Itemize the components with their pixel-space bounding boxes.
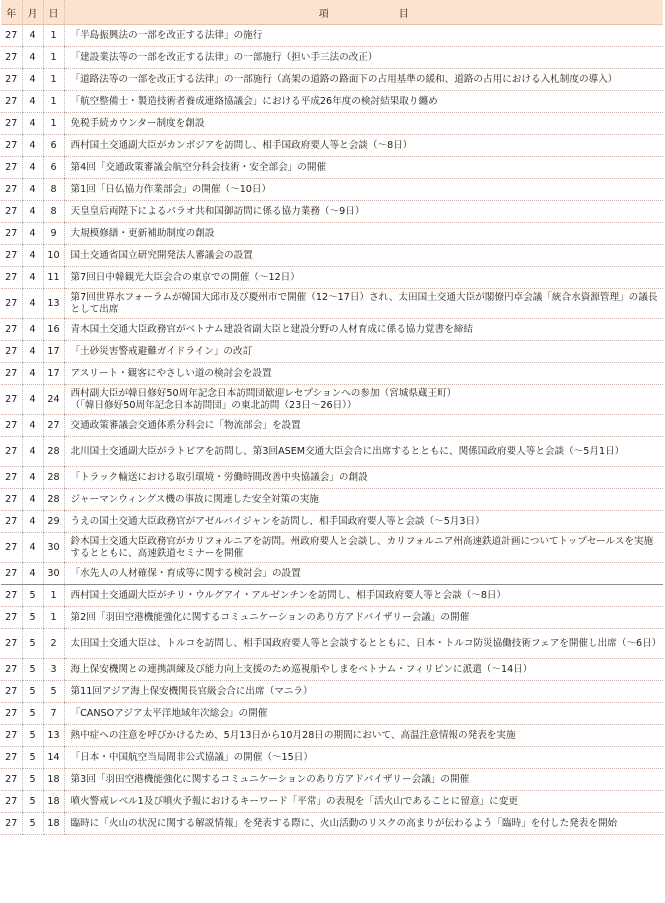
cell-day: 29 [43,511,64,533]
cell-day: 1 [43,607,64,629]
cell-day: 18 [43,791,64,813]
table-row [1,607,663,629]
table-row [1,363,663,385]
table-row [1,25,663,47]
cell-item: 熱中症への注意を呼びかけるため、5月13日から10月28日の期間において、高温注意情報の発表を実施 [64,725,663,747]
cell-year: 27 [1,769,22,791]
cell-item: 「航空整備士・製造技術者養成連絡協議会」における平成26年度の検討結果取り纏め [64,91,663,113]
cell-day: 30 [43,533,64,563]
cell-month: 5 [22,659,43,681]
cell-item: 国土交通省国立研究開発法人審議会の設置 [64,245,663,267]
cell-month: 5 [22,703,43,725]
cell-item: 鈴木国土交通大臣政務官がカリフォルニアを訪問。州政府要人と会談し、カリフォルニア州高速鉄道計画についてトップセールスを実施するとともに、高速鉄道セミナーを開催 [64,533,663,563]
cell-month: 4 [22,533,43,563]
cell-month: 4 [22,91,43,113]
table-row [1,489,663,511]
table-row [1,725,663,747]
chronology-table [1,0,663,835]
cell-year: 27 [1,511,22,533]
table-row [1,629,663,659]
cell-year: 27 [1,629,22,659]
cell-year: 27 [1,585,22,607]
table-row [1,563,663,585]
cell-day: 24 [43,385,64,415]
table-row [1,113,663,135]
cell-item: 「トラック輸送における取引環境・労働時間改善中央協議会」の創設 [64,467,663,489]
cell-year: 27 [1,363,22,385]
cell-day: 1 [43,47,64,69]
cell-month: 5 [22,747,43,769]
cell-year: 27 [1,223,22,245]
header-month: 月 [22,0,43,25]
cell-item: 「CANSOアジア太平洋地域年次総会」の開催 [64,703,663,725]
cell-month: 4 [22,415,43,437]
table-row [1,179,663,201]
cell-day: 28 [43,437,64,467]
cell-year: 27 [1,681,22,703]
table-row [1,747,663,769]
cell-item: 交通政策審議会交通体系分科会に「物流部会」を設置 [64,415,663,437]
header-year: 年 [1,0,22,25]
table-row [1,341,663,363]
table-row [1,681,663,703]
cell-day: 7 [43,703,64,725]
cell-month: 5 [22,725,43,747]
cell-item: 大規模修繕・更新補助制度の創設 [64,223,663,245]
cell-item: 噴火警戒レベル1及び噴火予報におけるキーワード「平常」の表現を「活火山であることに留意」に変更 [64,791,663,813]
cell-month: 5 [22,629,43,659]
cell-year: 27 [1,813,22,835]
cell-year: 27 [1,385,22,415]
cell-month: 4 [22,245,43,267]
cell-year: 27 [1,725,22,747]
cell-month: 5 [22,607,43,629]
cell-item: 第4回「交通政策審議会航空分科会技術・安全部会」の開催 [64,157,663,179]
header-item-label: 項 目 [318,8,409,20]
cell-year: 27 [1,341,22,363]
cell-month: 4 [22,223,43,245]
cell-month: 4 [22,467,43,489]
cell-day: 8 [43,201,64,223]
cell-item: 天皇皇后両陛下によるパラオ共和国御訪問に係る協力業務（〜9日） [64,201,663,223]
cell-year: 27 [1,563,22,585]
cell-item: 第7回日中韓観光大臣会合の東京での開催（〜12日） [64,267,663,289]
table-row [1,415,663,437]
cell-item: 第11回アジア海上保安機関長官級会合に出席（マニラ） [64,681,663,703]
cell-year: 27 [1,437,22,467]
table-row [1,385,663,415]
cell-day: 9 [43,223,64,245]
cell-item: 免税手続カウンター制度を創設 [64,113,663,135]
cell-month: 5 [22,791,43,813]
cell-month: 4 [22,113,43,135]
table-row [1,245,663,267]
cell-month: 4 [22,489,43,511]
cell-month: 4 [22,437,43,467]
cell-day: 3 [43,659,64,681]
cell-item: 太田国土交通大臣は、トルコを訪問し、相手国政府要人等と会談するとともに、日本・トルコ防災協働技術フェアを開催し出席（〜6日） [64,629,663,659]
header-item [64,0,663,25]
table-row [1,91,663,113]
cell-year: 27 [1,791,22,813]
cell-year: 27 [1,467,22,489]
cell-day: 16 [43,319,64,341]
cell-item: 第3回「羽田空港機能強化に関するコミュニケーションのあり方アドバイザリー会議」の開催 [64,769,663,791]
cell-month: 4 [22,201,43,223]
cell-month: 4 [22,69,43,91]
table-row [1,157,663,179]
table-row [1,223,663,245]
cell-month: 4 [22,511,43,533]
cell-year: 27 [1,533,22,563]
cell-day: 13 [43,289,64,319]
table-row [1,703,663,725]
cell-month: 4 [22,341,43,363]
header-day: 日 [43,0,64,25]
table-row [1,813,663,835]
cell-day: 1 [43,69,64,91]
table-row [1,69,663,91]
cell-item: 北川国土交通副大臣がラトビアを訪問し、第3回ASEM交通大臣会合に出席するとともに、関係国政府要人等と会談（〜5月1日） [64,437,663,467]
cell-month: 4 [22,179,43,201]
table-row [1,201,663,223]
cell-month: 4 [22,25,43,47]
cell-item: 「道路法等の一部を改正する法律」の一部施行（高架の道路の路面下の占用基準の緩和、道路の占用における入札制度の導入） [64,69,663,91]
table-row [1,135,663,157]
cell-month: 4 [22,563,43,585]
cell-item: 「建設業法等の一部を改正する法律」の一部施行（担い手三法の改正） [64,47,663,69]
cell-year: 27 [1,157,22,179]
cell-item: 青木国土交通大臣政務官がベトナム建設省副大臣と建設分野の人材育成に係る協力覚書を締結 [64,319,663,341]
cell-day: 1 [43,91,64,113]
cell-day: 13 [43,725,64,747]
table-header-row [1,0,663,25]
cell-item: 臨時に「火山の状況に関する解説情報」を発表する際に、火山活動のリスクの高まりが伝わるよう「臨時」を付した発表を開始 [64,813,663,835]
table-row [1,289,663,319]
cell-item: 西村国土交通副大臣がチリ・ウルグアイ・アルゼンチンを訪問し、相手国政府要人等と会談（〜8日） [64,585,663,607]
cell-year: 27 [1,135,22,157]
cell-item: 「日本・中国航空当局間非公式協議」の開催（〜15日） [64,747,663,769]
cell-day: 8 [43,179,64,201]
cell-month: 5 [22,585,43,607]
cell-year: 27 [1,179,22,201]
table-row [1,47,663,69]
cell-year: 27 [1,47,22,69]
cell-day: 28 [43,467,64,489]
table-row [1,533,663,563]
cell-item: 「水先人の人材確保・育成等に関する検討会」の設置 [64,563,663,585]
table-row [1,267,663,289]
table-row [1,585,663,607]
cell-item: 「土砂災害警戒避難ガイドライン」の改訂 [64,341,663,363]
cell-item: 第1回「日仏協力作業部会」の開催（〜10日） [64,179,663,201]
table-row [1,467,663,489]
cell-month: 4 [22,135,43,157]
cell-year: 27 [1,245,22,267]
cell-item: 西村副大臣が韓日修好50周年記念日本訪問団歓迎レセプションへの参加（宮城県蔵王町） （「韓日修好50周年記念日本訪問団」の東北訪問（23日〜26日）） [64,385,663,415]
cell-day: 6 [43,157,64,179]
table-row [1,769,663,791]
cell-year: 27 [1,415,22,437]
table-body [1,25,663,835]
table-row [1,791,663,813]
cell-day: 11 [43,267,64,289]
cell-day: 30 [43,563,64,585]
cell-day: 18 [43,769,64,791]
cell-item: 西村国土交通副大臣がカンボジアを訪問し、相手国政府要人等と会談（〜8日） [64,135,663,157]
cell-year: 27 [1,607,22,629]
cell-day: 1 [43,25,64,47]
cell-year: 27 [1,747,22,769]
cell-year: 27 [1,703,22,725]
cell-item: 海上保安機関との連携訓練及び能力向上支援のため巡視船やしまをベトナム・フィリピンに派遣（〜14日） [64,659,663,681]
cell-month: 4 [22,363,43,385]
cell-day: 1 [43,585,64,607]
cell-day: 1 [43,113,64,135]
table-row [1,511,663,533]
cell-day: 2 [43,629,64,659]
cell-year: 27 [1,201,22,223]
cell-month: 4 [22,267,43,289]
cell-year: 27 [1,319,22,341]
cell-month: 4 [22,385,43,415]
cell-day: 6 [43,135,64,157]
table-row [1,659,663,681]
cell-year: 27 [1,267,22,289]
cell-year: 27 [1,489,22,511]
cell-day: 5 [43,681,64,703]
cell-item: 第7回世界水フォーラムが韓国大邱市及び慶州市で開催（12〜17日）され、太田国土交通大臣が閣僚円卓会議「統合水資源管理」の議長として出席 [64,289,663,319]
table-row [1,437,663,467]
cell-item: アスリート・観客にやさしい道の検討会を設置 [64,363,663,385]
cell-item: ジャーマンウィングス機の事故に関連した安全対策の実施 [64,489,663,511]
cell-year: 27 [1,25,22,47]
cell-day: 27 [43,415,64,437]
cell-month: 4 [22,319,43,341]
cell-month: 5 [22,813,43,835]
cell-month: 4 [22,47,43,69]
cell-year: 27 [1,69,22,91]
cell-day: 10 [43,245,64,267]
cell-item: 「半島振興法の一部を改正する法律」の施行 [64,25,663,47]
cell-month: 4 [22,157,43,179]
cell-month: 5 [22,681,43,703]
cell-day: 17 [43,341,64,363]
cell-month: 4 [22,289,43,319]
cell-month: 5 [22,769,43,791]
table-row [1,319,663,341]
cell-day: 18 [43,813,64,835]
cell-day: 28 [43,489,64,511]
cell-day: 17 [43,363,64,385]
cell-item: 第2回「羽田空港機能強化に関するコミュニケーションのあり方アドバイザリー会議」の開催 [64,607,663,629]
cell-year: 27 [1,289,22,319]
cell-year: 27 [1,659,22,681]
cell-year: 27 [1,91,22,113]
cell-year: 27 [1,113,22,135]
cell-day: 14 [43,747,64,769]
cell-item: うえの国土交通大臣政務官がアゼルバイジャンを訪問し、相手国政府要人等と会談（〜5月3日） [64,511,663,533]
